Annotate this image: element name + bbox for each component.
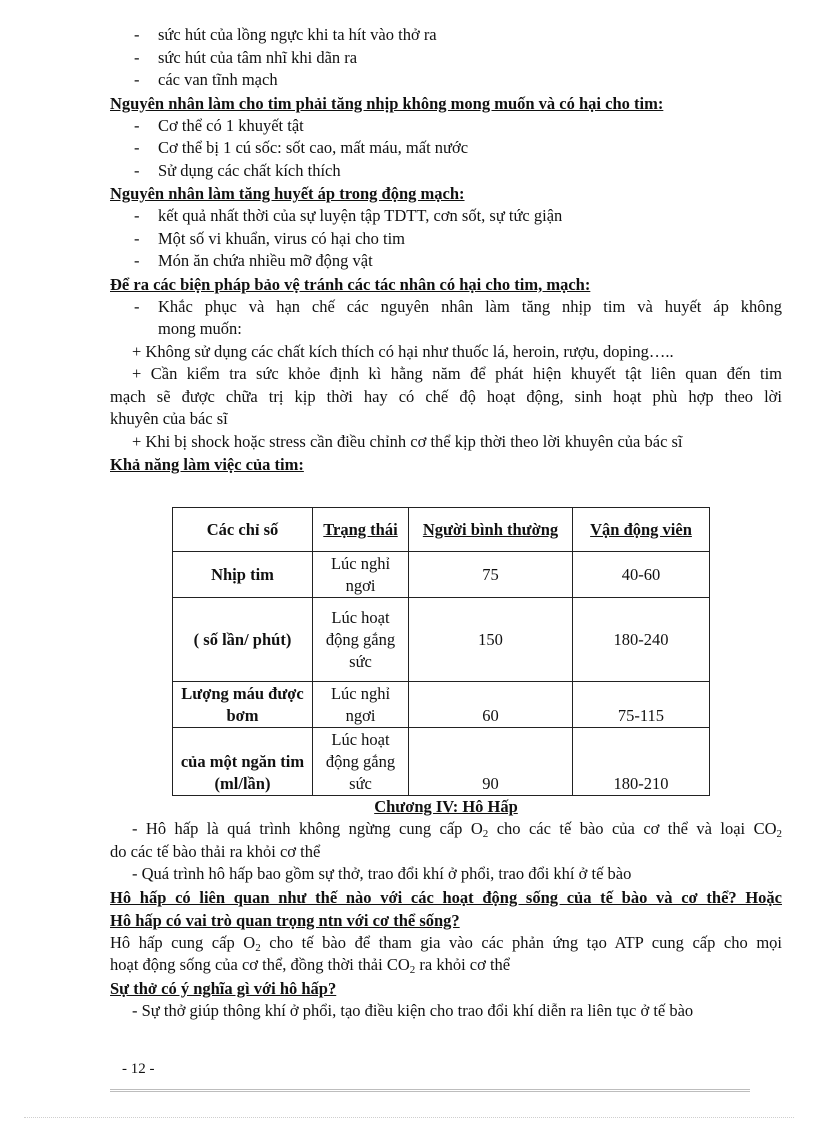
- subscript: 2: [255, 941, 261, 954]
- paragraph-respiration-definition-cont: do các tế bào thải ra khỏi cơ thể: [110, 841, 321, 861]
- measure-health-check-cont: mạch sẽ được chữa trị kịp thời hay có chế độ hoạt động, sinh hoạt phù hợp theo lời: [110, 386, 782, 406]
- subscript: 2: [482, 828, 489, 840]
- list-item-continuation: mong muốn:: [158, 319, 242, 338]
- chapter-title: Chương IV: Hô Hấp: [374, 797, 518, 816]
- subscript: 2: [409, 964, 416, 976]
- table-cell-state-rest: Lúc nghỉ ngơi: [313, 682, 409, 728]
- table-cell-value: 60: [409, 682, 573, 728]
- table-cell-value: 150: [409, 598, 573, 682]
- text-run: hoạt động sống của cơ thể, đồng thời thải CO: [110, 955, 410, 974]
- list-item: - Khắc phục và hạn chế các nguyên nhân làm tăng nhịp tim và huyết áp không: [110, 296, 782, 319]
- table-header-normal: Người bình thường: [409, 508, 573, 552]
- table-cell-state-active: Lúc hoạt động gắng sức: [313, 728, 409, 796]
- table-cell-value: 180-240: [573, 598, 710, 682]
- paragraph-breathing-meaning: - Sự thở giúp thông khí ở phổi, tạo điều kiện cho trao đổi khí diễn ra liên tục ở tế bào: [132, 1000, 694, 1020]
- list-item: - Cơ thể có 1 khuyết tật: [110, 115, 782, 138]
- section-heading-heart-capacity: Khả năng làm việc của tim:: [110, 455, 304, 474]
- text-run: - Hô hấp là quá trình không ngừng cung cấp O: [132, 819, 483, 838]
- table-cell-value: 90: [409, 728, 573, 796]
- table-cell-blood-volume-unit: của một ngăn tim (ml/lần): [173, 728, 313, 796]
- paragraph-respiration-role: [110, 932, 782, 955]
- table-cell-value: 40-60: [573, 552, 710, 598]
- heart-capacity-table: [172, 507, 710, 796]
- section-heading-tachycardia-causes: Nguyên nhân làm cho tim phải tăng nhịp không mong muốn và có hại cho tim:: [110, 93, 664, 113]
- measure-shock-stress: + Khi bị shock hoặc stress cần điều chỉnh cơ thể kịp thời theo lời khuyên của bác sĩ: [132, 431, 683, 451]
- section-heading-respiration-role: Hô hấp có liên quan như thế nào với các hoạt động sống của tế bào và cơ thể? Hoặc: [110, 887, 782, 907]
- table-cell-value: 75-115: [573, 682, 710, 728]
- table-cell-heart-rate: Nhịp tim: [173, 552, 313, 598]
- list-item: - sức hút của tâm nhĩ khi dãn ra: [110, 47, 782, 70]
- list-item: - Món ăn chứa nhiều mỡ động vật: [110, 250, 782, 273]
- table-header-indices: Các chỉ số: [173, 508, 313, 552]
- table-cell-heart-rate-unit: ( số lần/ phút): [173, 598, 313, 682]
- page-content: [110, 24, 782, 1022]
- measure-health-check: + Cần kiểm tra sức khỏe định kì hằng năm để phát hiện khuyết tật liên quan đến tim: [132, 364, 782, 383]
- table-cell-blood-volume: Lượng máu được bơm: [173, 682, 313, 728]
- list-item: - kết quả nhất thời của sự luyện tập TDTT, cơn sốt, sự tức giận: [110, 205, 782, 228]
- page-bottom-dotted-border: [24, 1117, 794, 1118]
- section-heading-respiration-role-cont: Hô hấp có vai trò quan trọng ntn với cơ thể sống?: [110, 910, 460, 930]
- section-heading-breathing-meaning: Sự thở có ý nghĩa gì với hô hấp?: [110, 978, 337, 998]
- text-run: Hô hấp cung cấp O: [110, 932, 256, 952]
- table-header-state: Trạng thái: [313, 508, 409, 552]
- table-cell-value: 75: [409, 552, 573, 598]
- section-heading-hypertension-causes: Nguyên nhân làm tăng huyết áp trong động mạch:: [110, 184, 465, 203]
- text-run: ra khỏi cơ thể: [415, 955, 511, 974]
- footer-divider: [110, 1089, 750, 1092]
- table-cell-state-rest: Lúc nghỉ ngơi: [313, 552, 409, 598]
- paragraph-respiration-role-cont: [110, 954, 782, 977]
- measure-no-stimulants: + Không sử dụng các chất kích thích có hại như thuốc lá, heroin, rượu, doping…..: [132, 341, 674, 361]
- subscript: 2: [776, 828, 782, 840]
- section-heading-protection-measures: Để ra các biện pháp bảo vệ tránh các tác nhân có hại cho tim, mạch:: [110, 274, 591, 294]
- measure-health-check-cont: khuyên của bác sĩ: [110, 409, 228, 428]
- paragraph-respiration-definition: [110, 818, 782, 841]
- table-cell-value: 180-210: [573, 728, 710, 796]
- list-item: - các van tĩnh mạch: [110, 69, 782, 92]
- list-item: - sức hút của lồng ngực khi ta hít vào thở ra: [110, 24, 782, 47]
- paragraph-respiration-process: - Quá trình hô hấp bao gồm sự thở, trao đổi khí ở phổi, trao đổi khí ở tế bào: [132, 864, 632, 883]
- list-item: - Cơ thể bị 1 cú sốc: sốt cao, mất máu, mất nước: [110, 137, 782, 160]
- table-cell-state-active: Lúc hoạt động gắng sức: [313, 598, 409, 682]
- list-item: - Sử dụng các chất kích thích: [110, 160, 782, 183]
- list-item: - Một số vi khuẩn, virus có hại cho tim: [110, 228, 782, 251]
- table-header-athlete: Vận động viên: [573, 508, 710, 552]
- text-run: cho tế bào để tham gia vào các phản ứng tạo ATP cung cấp cho mọi: [260, 932, 782, 952]
- text-run: cho các tế bào của cơ thể và loại CO: [488, 819, 777, 838]
- page-number: - 12 -: [122, 1061, 155, 1077]
